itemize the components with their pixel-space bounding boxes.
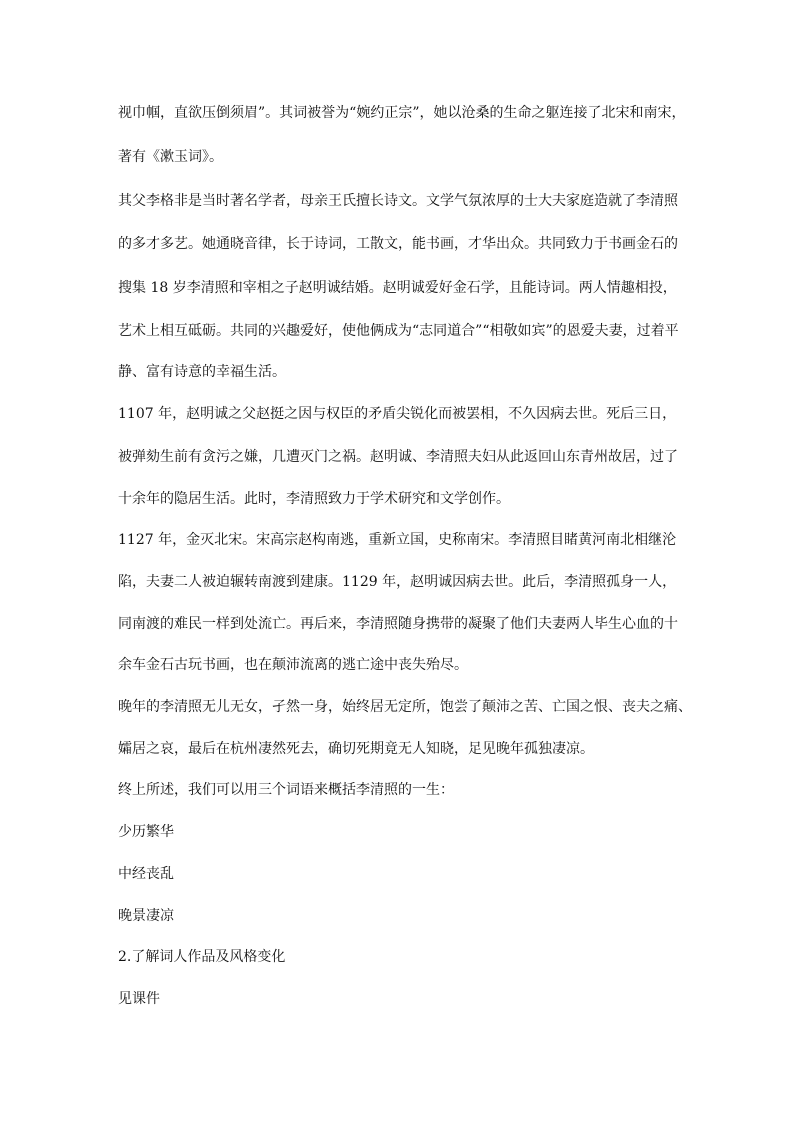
text-line-content: 被弹劾生前有贪污之嫌，几遭灭门之祸。赵明诚、李清照夫妇从此返回山东青州故居，过了 <box>118 449 678 465</box>
text-line <box>118 572 676 592</box>
text-line-content: 陷，夫妻二人被迫辗转南渡到建康。1129 年，赵明诚因病去世。此后，李清照孤身一人， <box>118 574 677 590</box>
text-line <box>118 864 174 884</box>
text-line-content: 2.了解词人作品及风格变化 <box>118 949 286 965</box>
text-line-content: 的多才多艺。她通晓音律，长于诗词，工散文，能书画，才华出众。共同致力于书画金石的 <box>118 236 678 252</box>
text-line <box>118 191 678 211</box>
text-line-content: 孀居之哀，最后在杭州凄然死去，确切死期竟无人知晓，足见晚年孤独凄凉。 <box>118 741 594 757</box>
text-line <box>118 697 692 717</box>
text-line <box>118 822 174 842</box>
text-line <box>118 530 676 550</box>
text-line-content: 搜集 18 岁李清照和宰相之子赵明诚结婚。赵明诚爱好金石学，且能诗词。两人情趣相投， <box>118 280 677 296</box>
text-line-content: 其父李格非是当时著名学者，母亲王氏擅长诗文。文学气氛浓厚的士大夫家庭造就了李清照 <box>118 193 678 209</box>
text-line <box>118 362 286 382</box>
text-line-content: 少历繁华 <box>118 824 174 840</box>
text-line <box>118 614 678 634</box>
text-line-content: 静、富有诗意的幸福生活。 <box>118 364 286 380</box>
text-line-content: 艺术上相互砥砺。共同的兴趣爱好，使他俩成为“志同道合”“相敬如宾”的恩爱夫妻，过着平 <box>118 323 679 339</box>
text-line-content: 1127 年，金灭北宋。宋高宗赵构南逃，重新立国，史称南宋。李清照目睹黄河南北相继沦 <box>118 532 677 548</box>
text-line <box>118 234 678 254</box>
text-line <box>118 989 160 1009</box>
text-line <box>118 103 686 123</box>
text-line <box>118 278 677 298</box>
text-line-content: 视巾帼，直欲压倒须眉”。其词被誉为“婉约正宗”，她以沧桑的生命之躯连接了北宋和南宋， <box>118 105 686 121</box>
text-line <box>118 655 468 675</box>
text-line <box>118 321 679 341</box>
text-line-content: 十余年的隐居生活。此时，李清照致力于学术研究和文学创作。 <box>118 491 510 507</box>
text-line <box>118 447 678 467</box>
text-line-content: 余车金石古玩书画，也在颠沛流离的逃亡途中丧失殆尽。 <box>118 657 468 673</box>
text-line <box>118 404 676 424</box>
text-line <box>118 739 594 759</box>
text-line-content: 见课件 <box>118 991 160 1007</box>
text-line-content: 终上所述，我们可以用三个词语来概括李清照的一生： <box>118 782 454 798</box>
text-line <box>118 147 223 167</box>
text-line-content: 中经丧乱 <box>118 866 174 882</box>
text-line <box>118 906 174 926</box>
text-line-content: 同南渡的难民一样到处流亡。再后来，李清照随身携带的凝聚了他们夫妻两人毕生心血的十 <box>118 616 678 632</box>
text-line-content: 晚景凄凉 <box>118 908 174 924</box>
text-line-content: 1107 年，赵明诚之父赵挺之因与权臣的矛盾尖锐化而被罢相，不久因病去世。死后三日， <box>118 406 677 422</box>
section-heading <box>118 947 285 967</box>
text-line <box>118 780 454 800</box>
text-line <box>118 489 510 509</box>
text-line-content: 晚年的李清照无儿无女，孑然一身，始终居无定所，饱尝了颠沛之苦、亡国之恨、丧夫之痛、 <box>118 699 692 715</box>
text-line-content: 著有《漱玉词》。 <box>118 149 223 165</box>
